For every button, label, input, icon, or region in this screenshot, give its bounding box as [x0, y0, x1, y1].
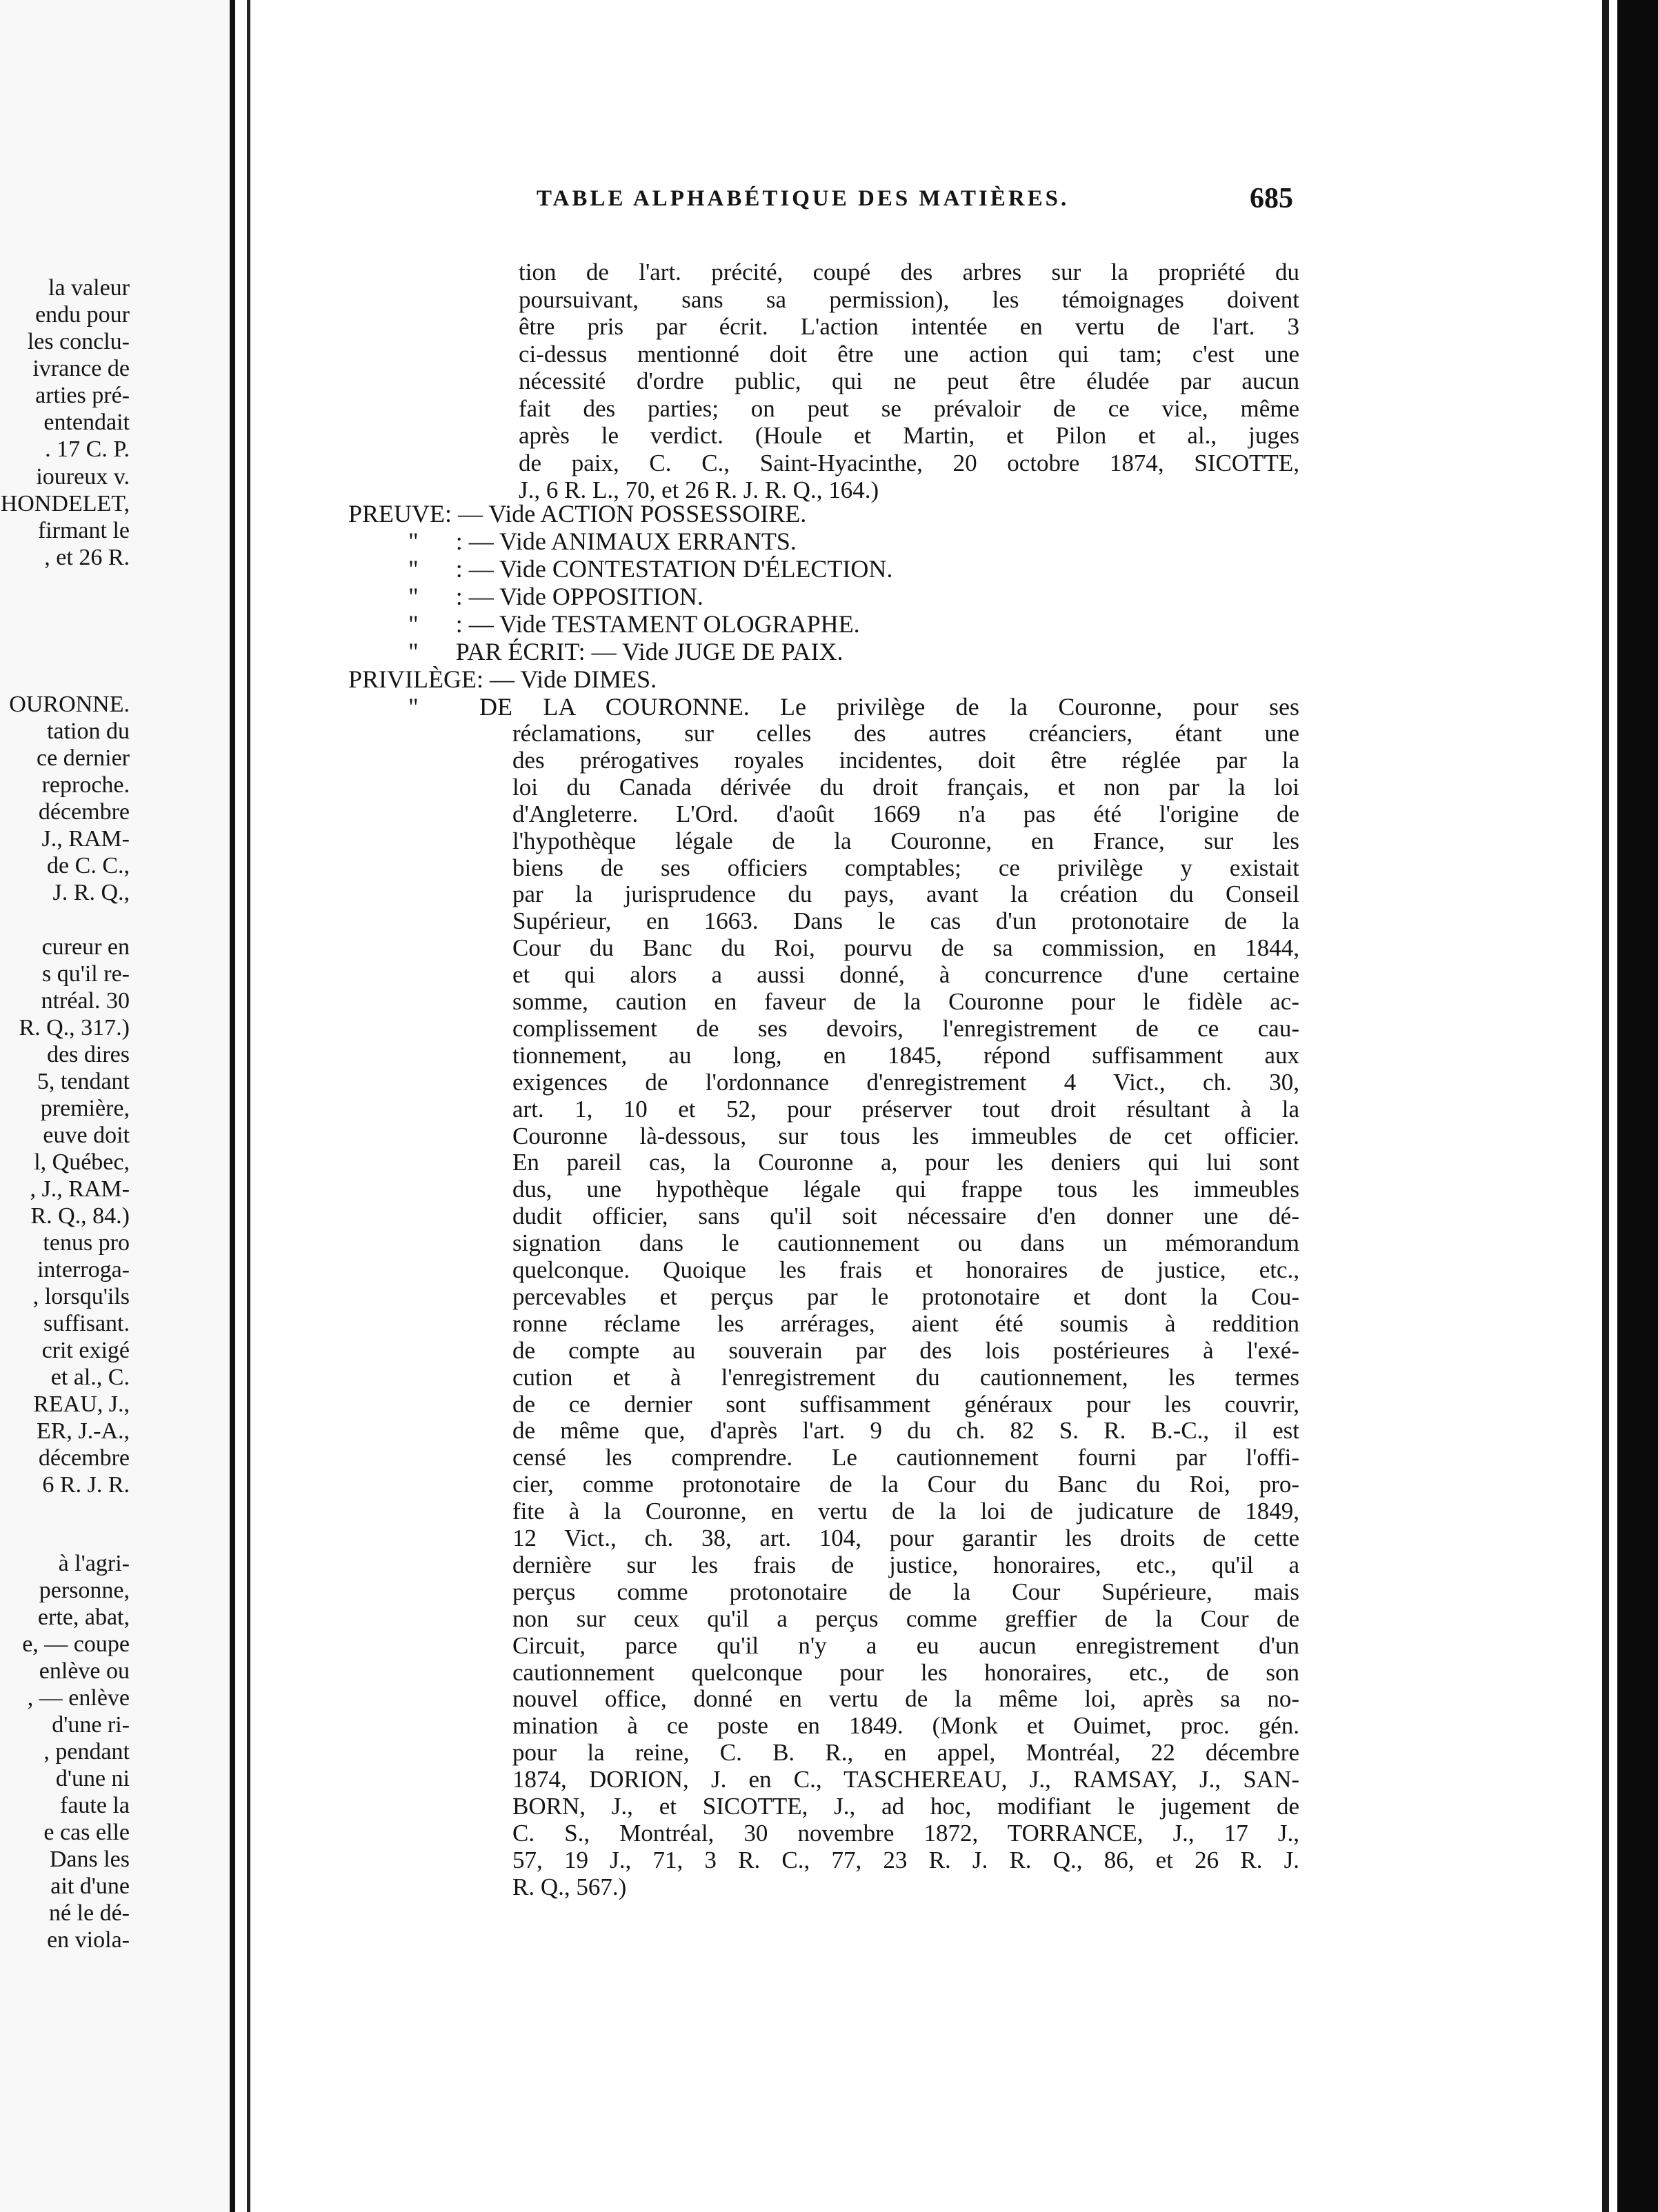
continuation-line: de paix, C. C., Saint-Hyacinthe, 20 octobre 1874, SICOTTE, — [519, 449, 1299, 476]
privilege-line: Cour du Banc du Roi, pourvu de sa commission, en 1844, — [512, 934, 1299, 962]
gutter-shadow — [230, 0, 235, 2212]
facing-page-line: ce dernier — [37, 745, 130, 771]
privilege-line: biens de ses officiers comptables; ce privilège y existait — [512, 854, 1299, 881]
privilege-line: quelconque. Quoique les frais et honoraires de justice, etc., — [512, 1256, 1299, 1283]
facing-page-line: en viola- — [47, 1927, 130, 1953]
facing-page-line: faute la — [60, 1793, 130, 1818]
facing-page-line: enlève ou — [39, 1658, 130, 1684]
facing-page-line: première, — [40, 1096, 130, 1121]
privilege-line: d'Angleterre. L'Ord. d'août 1669 n'a pas été l'origine de — [512, 800, 1299, 827]
continuation-line: ci-dessus mentionné doit être une action qui tam; c'est une — [519, 340, 1299, 368]
privilege-line: réclamations, sur celles des autres créanciers, étant une — [512, 720, 1299, 747]
continuation-line: être pris par écrit. L'action intentée en vertu de l'art. 3 — [519, 313, 1299, 340]
facing-page-line: REAU, J., — [33, 1391, 130, 1417]
facing-page-line: J. R. Q., — [52, 880, 130, 905]
privilege-line: En pareil cas, la Couronne a, pour les deniers qui lui sont — [512, 1149, 1299, 1176]
privilege-line: nouvel office, donné en vertu de la même loi, après sa no- — [512, 1685, 1299, 1713]
facing-page-line: né le dé- — [48, 1900, 130, 1926]
facing-page-line: Dans les — [49, 1847, 130, 1872]
facing-page-line: d'une ri- — [52, 1712, 130, 1738]
facing-page-line: , et 26 R. — [44, 545, 130, 570]
privilege-line: cautionnement quelconque pour les honoraires, etc., de son — [512, 1658, 1299, 1686]
gutter-edge — [247, 0, 250, 2212]
privilege-line: de ce dernier sont suffisamment généraux pour les couvrir, — [512, 1390, 1299, 1418]
index-entry: " : — Vide OPPOSITION. — [408, 583, 703, 610]
privilege-line: 12 Vict., ch. 38, art. 104, pour garantir les droits de cette — [512, 1525, 1299, 1551]
facing-page-line: OURONNE. — [9, 692, 130, 717]
privilege-line: dus, une hypothèque légale qui frappe tous les immeubles — [512, 1176, 1299, 1203]
running-header-title: TABLE ALPHABÉTIQUE DES MATIÈRES. — [537, 186, 1070, 211]
page-number: 685 — [1250, 183, 1293, 214]
index-entry: " : — Vide CONTESTATION D'ÉLECTION. — [408, 555, 893, 583]
facing-page-line: l, Québec, — [34, 1149, 130, 1175]
facing-page-line: e cas elle — [43, 1820, 130, 1845]
facing-page-line: . 17 C. P. — [45, 436, 130, 462]
continuation-line: nécessité d'ordre public, qui ne peut être éludée par aucun — [519, 368, 1299, 394]
privilege-line: par la jurisprudence du pays, avant la création du Conseil — [512, 881, 1299, 908]
facing-page-line: et al., C. — [50, 1365, 130, 1390]
privilege-line: des prérogatives royales incidentes, doit être réglée par la — [512, 746, 1299, 774]
facing-page-line: ivrance de — [32, 356, 130, 381]
facing-page-line: la valeur — [48, 275, 130, 301]
privilege-line: tionnement, au long, en 1845, répond suffisamment aux — [512, 1041, 1299, 1069]
facing-page-line: ait d'une — [50, 1873, 130, 1899]
privilege-line: censé les comprendre. Le cautionnement fourni par l'offi- — [512, 1444, 1299, 1471]
privilege-line: Circuit, parce qu'il n'y a eu aucun enregistrement d'un — [512, 1631, 1299, 1659]
facing-page-line: des dires — [47, 1042, 130, 1067]
privilege-line: BORN, J., et SICOTTE, J., ad hoc, modifiant le jugement de — [512, 1793, 1299, 1820]
privilege-line: ronne réclame les arrérages, aient été soumis à reddition — [512, 1309, 1299, 1337]
facing-page-line: d'une ni — [55, 1766, 130, 1791]
facing-page-line: euve doit — [43, 1123, 130, 1148]
index-entry: PRIVILÈGE: — Vide DIMES. — [348, 665, 657, 693]
facing-page-line: R. Q., 84.) — [30, 1203, 130, 1229]
facing-page-line: s qu'il re- — [42, 961, 130, 987]
privilege-line: exigences de l'ordonnance d'enregistrement 4 Vict., ch. 30, — [512, 1068, 1299, 1096]
privilege-line: R. Q., 567.) — [512, 1873, 627, 1900]
privilege-line: pour la reine, C. B. R., en appel, Montréal, 22 décembre — [512, 1739, 1299, 1767]
continuation-line: tion de l'art. précité, coupé des arbres sur la propriété du — [519, 259, 1299, 285]
continuation-line: après le verdict. (Houle et Martin, et Pilon et al., juges — [519, 422, 1299, 449]
privilege-line: 57, 19 J., 71, 3 R. C., 77, 23 R. J. R. Q., 86, et 26 R. J. — [512, 1846, 1299, 1873]
facing-page-line: , J., RAM- — [30, 1176, 130, 1202]
facing-page-line: reproche. — [41, 772, 130, 798]
facing-page-line: e, — coupe — [22, 1631, 130, 1657]
privilege-line: art. 1, 10 et 52, pour préserver tout droit résultant à la — [512, 1095, 1299, 1123]
index-entry: " — [408, 693, 419, 721]
facing-page-line: de C. C., — [47, 853, 130, 878]
privilege-line: complissement de ses devoirs, l'enregistrement de ce cau- — [512, 1014, 1299, 1042]
facing-page-line: , — enlève — [27, 1685, 130, 1711]
privilege-line: et qui alors a aussi donné, à concurrence d'une certaine — [512, 961, 1299, 989]
facing-page-line: cureur en — [41, 934, 130, 960]
privilege-line: non sur ceux qu'il a perçus comme greffier de la Cour de — [512, 1605, 1299, 1632]
facing-page-line: ntréal. 30 — [41, 988, 130, 1014]
facing-page-line: arties pré- — [35, 383, 130, 408]
privilege-line: de compte au souverain par des lois postérieures à l'exé- — [512, 1336, 1299, 1364]
privilege-line: l'hypothèque légale de la Couronne, en France, sur les — [512, 827, 1299, 854]
facing-page-line: tenus pro — [43, 1230, 130, 1256]
facing-page-line: firmant le — [37, 518, 130, 543]
facing-page-line: les conclu- — [27, 329, 130, 354]
privilege-couronne-heading: DE LA COURONNE. Le privilège de la Couronne, pour ses — [479, 693, 1299, 721]
facing-page-line: entendait — [43, 410, 130, 435]
facing-page-line: 6 R. J. R. — [42, 1472, 130, 1498]
continuation-line: fait des parties; on peut se prévaloir de ce vice, même — [519, 394, 1299, 422]
facing-page-line: R. Q., 317.) — [19, 1015, 130, 1040]
privilege-line: mination à ce poste en 1849. (Monk et Ouimet, proc. gén. — [512, 1712, 1299, 1740]
facing-page-line: ioureux v. — [36, 464, 130, 490]
facing-page-line: à l'agri- — [58, 1551, 130, 1576]
facing-page-line: ER, J.-A., — [36, 1418, 130, 1444]
index-entry: " : — Vide TESTAMENT OLOGRAPHE. — [408, 610, 860, 638]
facing-page-line: erte, abat, — [37, 1605, 130, 1630]
facing-page-line: endu pour — [35, 302, 130, 328]
facing-page-line: crit exigé — [41, 1338, 130, 1363]
privilege-line: 1874, DORION, J. en C., TASCHEREAU, J., RAMSAY, J., SAN- — [512, 1766, 1299, 1793]
privilege-line: Couronne là-dessous, sur tous les immeubles de cet officier. — [512, 1122, 1299, 1149]
privilege-line: percevables et perçus par le protonotaire et dont la Cou- — [512, 1283, 1299, 1310]
privilege-line: de même que, d'après l'art. 9 du ch. 82 S. R. B.-C., il est — [512, 1417, 1299, 1445]
facing-page-line: suffisant. — [43, 1311, 130, 1336]
privilege-line: cution et à l'enregistrement du cautionnement, les termes — [512, 1363, 1299, 1391]
index-entry: PREUVE: — Vide ACTION POSSESSOIRE. — [348, 500, 807, 527]
index-entry: " PAR ÉCRIT: — Vide JUGE DE PAIX. — [408, 638, 843, 665]
page-edge-border — [1617, 0, 1658, 2212]
facing-page-fragment — [0, 0, 234, 2212]
continuation-line: poursuivant, sans sa permission), les témoignages doivent — [519, 285, 1299, 313]
privilege-line: Supérieur, en 1663. Dans le cas d'un protonotaire de la — [512, 907, 1299, 935]
index-entry: " : — Vide ANIMAUX ERRANTS. — [408, 527, 797, 555]
facing-page-line: tation du — [47, 718, 130, 744]
facing-page-line: HONDELET, — [0, 491, 130, 516]
facing-page-line: décembre — [38, 1445, 130, 1471]
facing-page-line: personne, — [39, 1578, 130, 1603]
privilege-line: C. S., Montréal, 30 novembre 1872, TORRANCE, J., 17 J., — [512, 1819, 1299, 1847]
privilege-line: loi du Canada dérivée du droit français, et non par la loi — [512, 773, 1299, 801]
facing-page-line: , pendant — [43, 1739, 130, 1764]
facing-page-line: J., RAM- — [41, 826, 130, 852]
privilege-line: somme, caution en faveur de la Couronne pour le fidèle ac- — [512, 988, 1299, 1015]
privilege-line: dudit officier, sans qu'il soit nécessaire d'en donner une dé- — [512, 1203, 1299, 1230]
privilege-line: perçus comme protonotaire de la Cour Supérieure, mais — [512, 1578, 1299, 1605]
facing-page-line: décembre — [38, 799, 130, 825]
facing-page-line: interroga- — [37, 1257, 130, 1283]
facing-page-line: 5, tendant — [37, 1069, 130, 1094]
privilege-line: cier, comme protonotaire de la Cour du Banc du Roi, pro- — [512, 1471, 1299, 1498]
privilege-line: fite à la Couronne, en vertu de la loi de judicature de 1849, — [512, 1498, 1299, 1525]
continuation-line: J., 6 R. L., 70, et 26 R. J. R. Q., 164.) — [519, 476, 879, 503]
privilege-line: signation dans le cautionnement ou dans un mémorandum — [512, 1229, 1299, 1257]
page-edge-line — [1602, 0, 1609, 2212]
privilege-line: dernière sur les frais de justice, honoraires, etc., qu'il a — [512, 1551, 1299, 1578]
facing-page-line: , lorsqu'ils — [32, 1284, 130, 1309]
